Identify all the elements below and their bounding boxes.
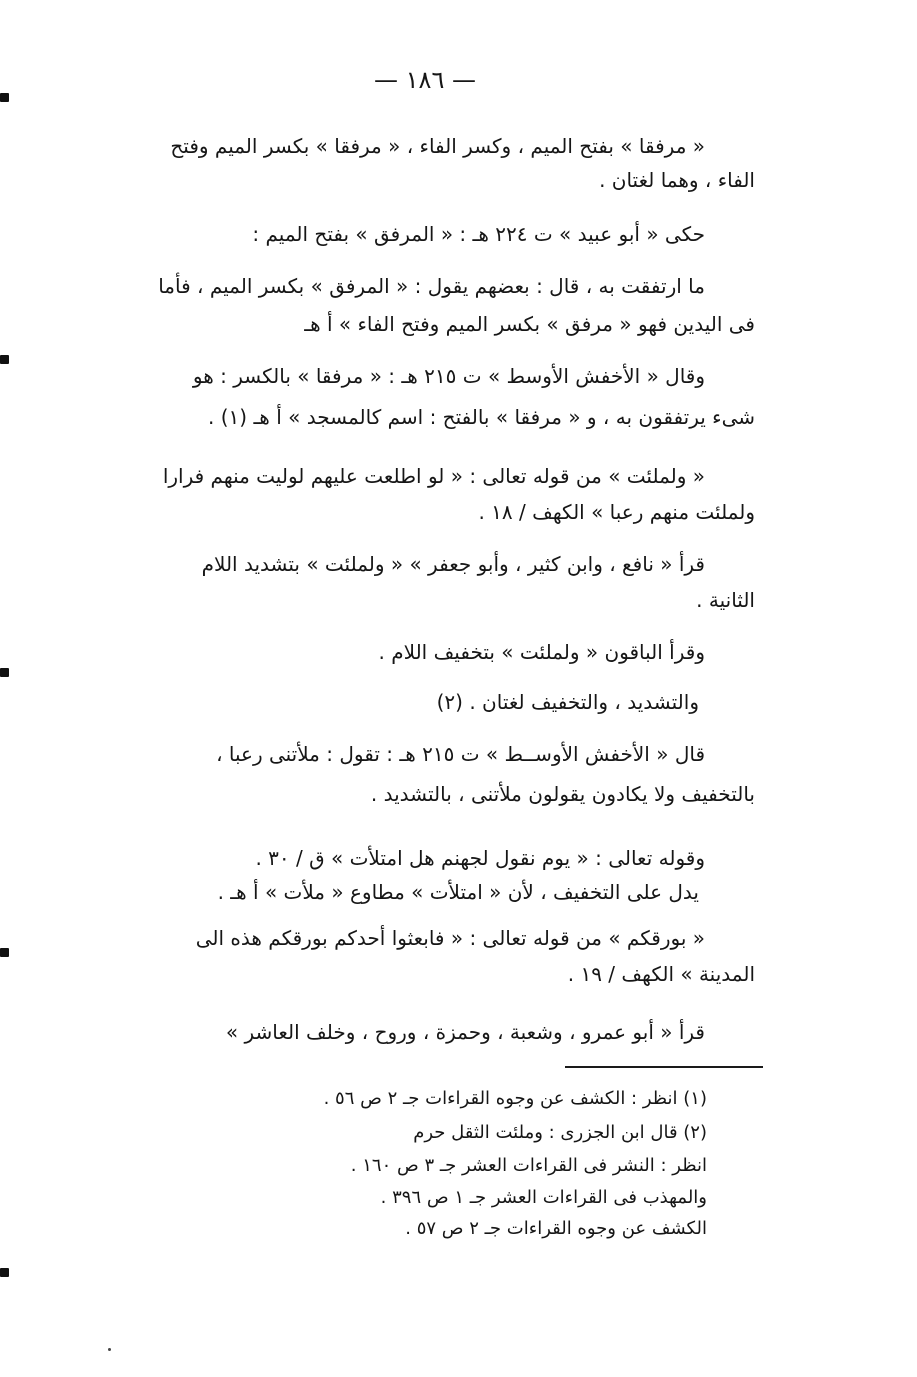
text-line: وقال « الأخفش الأوسط » ت ٢١٥ هـ : « مرفقا » بالكسر : هو bbox=[192, 364, 705, 388]
text-line: ولملئت منهم رعبا » الكهف / ١٨ . bbox=[478, 500, 755, 524]
scan-edge-mark bbox=[0, 355, 9, 364]
footnote: انظر : النشر فى القراءات العشر جـ ٣ ص ١٦٠ . bbox=[350, 1155, 707, 1176]
text-line: بالتخفيف ولا يكادون يقولون ملأتنى ، بالتشديد . bbox=[370, 782, 755, 806]
scan-edge-mark bbox=[0, 948, 9, 957]
scan-edge-mark bbox=[0, 668, 9, 677]
text-line: والتشديد ، والتخفيف لغتان . (٢) bbox=[436, 690, 699, 714]
footnote: الكشف عن وجوه القراءات جـ ٢ ص ٥٧ . bbox=[405, 1218, 707, 1239]
text-line: وقوله تعالى : « يوم نقول لجهنم هل امتلأت » ق / ٣٠ . bbox=[255, 846, 705, 870]
text-line: قرأ « أبو عمرو ، وشعبة ، وحمزة ، وروح ، وخلف العاشر » bbox=[225, 1020, 705, 1044]
text-line: يدل على التخفيف ، لأن « امتلأت » مطاوع « ملأت » أ هـ . bbox=[217, 880, 699, 904]
footnote: (١) انظر : الكشف عن وجوه القراءات جـ ٢ ص ٥٦ . bbox=[323, 1088, 707, 1109]
footnote: (٢) قال ابن الجزرى : وملئت الثقل حرم bbox=[413, 1122, 707, 1143]
text-line: قال « الأخفش الأوســط » ت ٢١٥ هـ : تقول : ملأتنى رعبا ، bbox=[216, 742, 705, 766]
page-number: — ١٨٦ — bbox=[374, 66, 476, 94]
text-line: حكى « أبو عبيد » ت ٢٢٤ هـ : « المرفق » بفتح الميم : bbox=[252, 222, 705, 246]
text-line: قرأ « نافع ، وابن كثير ، وأبو جعفر » « ولملئت » بتشديد اللام bbox=[201, 552, 705, 576]
text-line: الثانية . bbox=[696, 588, 755, 612]
text-line: « بورقكم » من قوله تعالى : « فابعثوا أحدكم بورقكم هذه الى bbox=[195, 926, 705, 950]
text-line: المدينة » الكهف / ١٩ . bbox=[567, 962, 755, 986]
scan-edge-mark bbox=[0, 93, 9, 102]
text-line: شىء يرتفقون به ، و « مرفقا » بالفتح : اسم كالمسجد » أ هـ (١) . bbox=[208, 405, 755, 429]
scan-edge-mark bbox=[0, 1268, 9, 1277]
scan-speck bbox=[108, 1348, 111, 1351]
text-line: « ولملئت » من قوله تعالى : « لو اطلعت عليهم لوليت منهم فرارا bbox=[162, 464, 705, 488]
footnote: والمهذب فى القراءات العشر جـ ١ ص ٣٩٦ . bbox=[380, 1187, 707, 1208]
text-line: وقرأ الباقون « ولملئت » بتخفيف اللام . bbox=[378, 640, 705, 664]
text-line: « مرفقا » بفتح الميم ، وكسر الفاء ، « مرفقا » بكسر الميم وفتح bbox=[170, 134, 705, 158]
text-line: ما ارتفقت به ، قال : بعضهم يقول : « المرفق » بكسر الميم ، فأما bbox=[158, 274, 705, 298]
text-line: فى اليدين فهو « مرفق » بكسر الميم وفتح الفاء » أ هـ bbox=[304, 312, 755, 336]
footnote-divider bbox=[565, 1066, 763, 1068]
text-line: الفاء ، وهما لغتان . bbox=[599, 168, 755, 192]
